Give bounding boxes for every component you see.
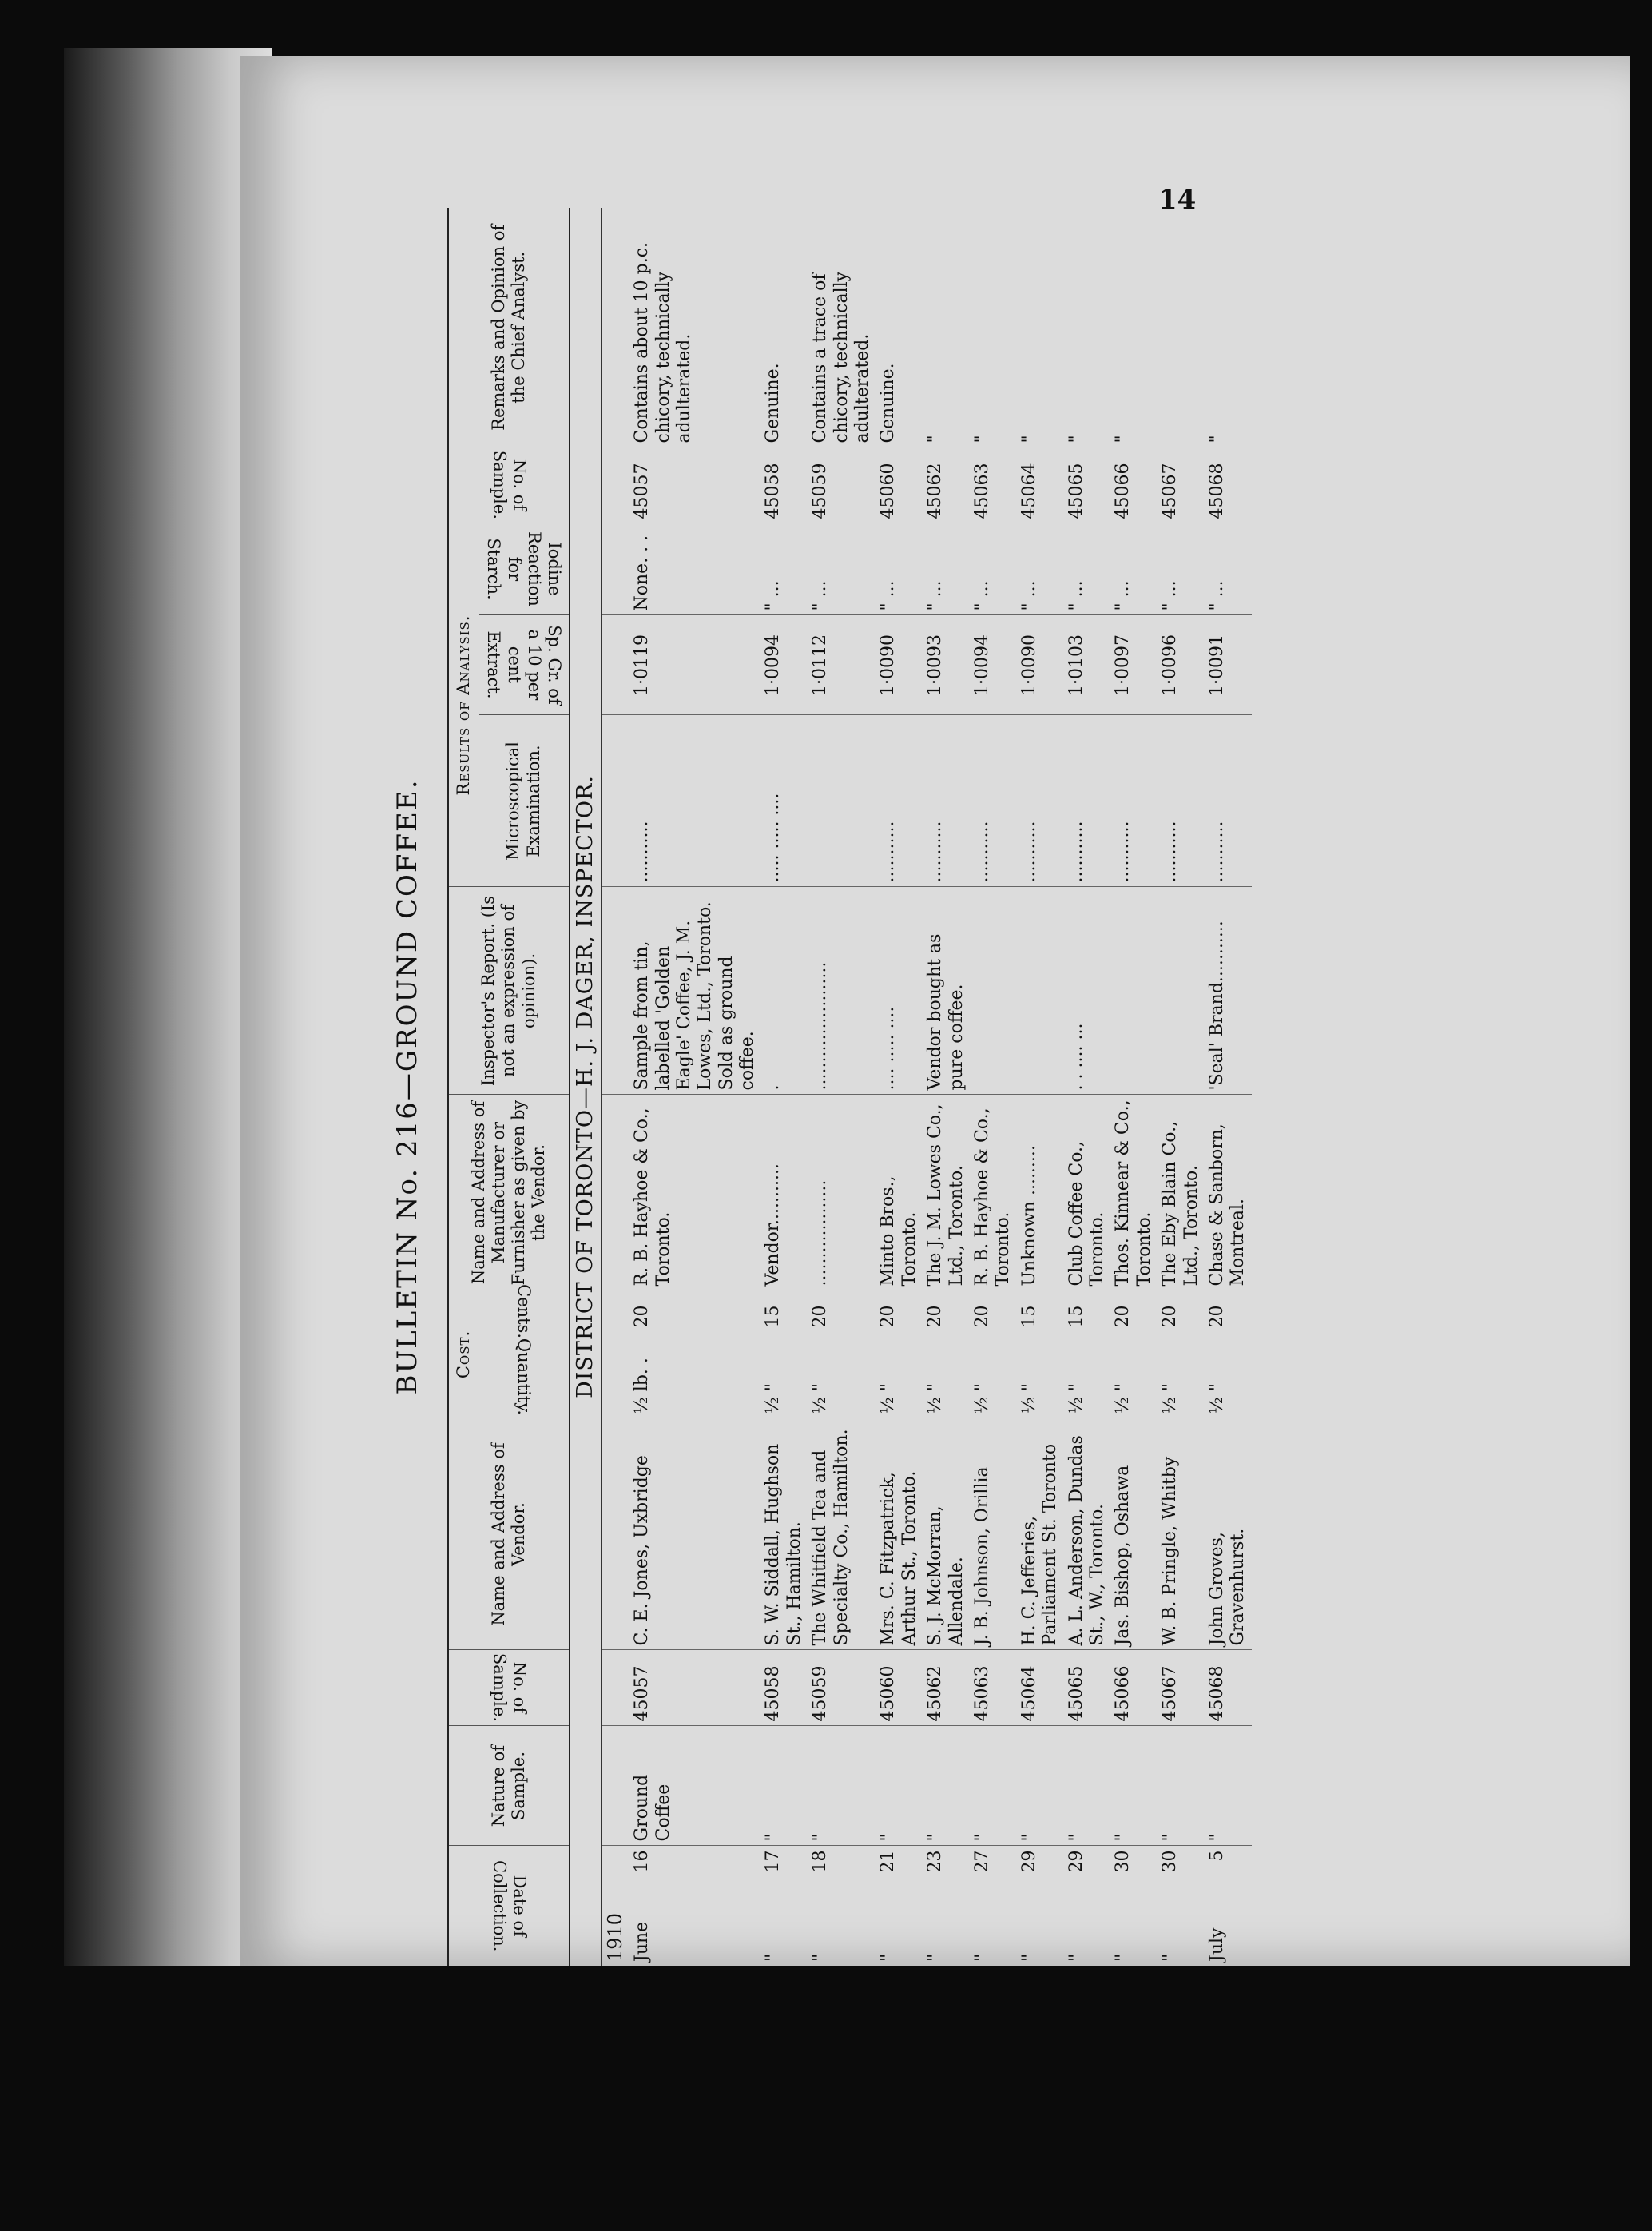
cell-remarks: Contains a trace of chicory, technically adulterated. (808, 208, 876, 447)
cell-iodine: " ... (970, 523, 1017, 615)
cell-nature: " (1017, 1726, 1064, 1846)
cell-day: 30 (1160, 1850, 1181, 1873)
table-row (629, 208, 760, 1966)
cell-day: 29 (1019, 1850, 1039, 1873)
cell-remarks: " (1110, 208, 1158, 447)
cell-remarks: Contains about 10 p.c. chicory, technically adulterated. (629, 208, 760, 447)
cell-microscopical: ........... (876, 715, 923, 887)
cell-iodine: " ... (1158, 523, 1205, 615)
cell-cents: 20 (808, 1290, 876, 1342)
cell-date (1064, 1846, 1111, 1966)
cell-date (1205, 1846, 1252, 1966)
header-sample-no-2: No. of Sample. (448, 447, 570, 523)
header-vendor: Name and Address of Vendor. (448, 1418, 570, 1650)
cell-sample-no: 45063 (970, 1650, 1017, 1726)
cell-sample-no-2: 45064 (1017, 447, 1064, 523)
cell-sp-gr: 1·0090 (1017, 615, 1064, 715)
table-row (1017, 208, 1064, 1966)
table-body (570, 208, 1252, 1966)
cell-sample-no: 45065 (1064, 1650, 1111, 1726)
cell-sample-no-2: 45058 (760, 447, 808, 523)
cell-remarks: Genuine. (876, 208, 923, 447)
table-row (1205, 208, 1252, 1966)
cell-sp-gr: 1·0091 (1205, 615, 1252, 715)
cell-quantity: ½ " (808, 1342, 876, 1418)
cell-day: 16 (632, 1850, 653, 1873)
cell-manufacturer: Club Coffee Co., Toronto. (1064, 1095, 1111, 1290)
cell-day: 30 (1113, 1850, 1134, 1873)
cell-vendor: W. B. Pringle, Whitby (1158, 1418, 1205, 1650)
cell-iodine: " ... (1205, 523, 1252, 615)
cell-quantity: ½ " (1110, 1342, 1158, 1418)
cell-vendor: S. J. McMorran, Allendale. (923, 1418, 970, 1650)
table-row (1158, 208, 1205, 1966)
cell-sample-no-2: 45060 (876, 447, 923, 523)
cell-iodine: " ... (1017, 523, 1064, 615)
cell-inspector-report: Vendor bought as pure coffee. (923, 887, 970, 1095)
cell-nature: Ground Coffee (629, 1726, 760, 1846)
cell-microscopical: ..... ..... .... (760, 715, 808, 887)
cell-microscopical: ........... (1110, 715, 1158, 887)
cell-quantity: ½ " (923, 1342, 970, 1418)
cell-quantity: ½ " (1205, 1342, 1252, 1418)
cell-quantity: ½ " (1158, 1342, 1205, 1418)
cell-vendor: S. W. Siddall, Hughson St., Hamilton. (760, 1418, 808, 1650)
cell-sample-no-2: 45067 (1158, 447, 1205, 523)
cell-nature: " (1158, 1726, 1205, 1846)
cell-iodine: " ... (923, 523, 970, 615)
header-date: Date of Collection. (489, 1860, 530, 1952)
cell-quantity: ½ " (970, 1342, 1017, 1418)
cell-date (1017, 1846, 1064, 1966)
cell-sample-no-2: 45068 (1205, 447, 1252, 523)
cell-month: " (763, 1953, 784, 1962)
page-number: 14 (1158, 184, 1197, 216)
cell-remarks (1158, 208, 1205, 447)
header-cents: Cents. (479, 1290, 570, 1342)
cell-inspector-report (1158, 887, 1205, 1095)
cell-nature: " (1205, 1726, 1252, 1846)
cell-nature: " (923, 1726, 970, 1846)
header-inspector-report: Inspector's Report. (Is not an expression of opinion). (448, 887, 570, 1095)
cell-inspector-report: . (760, 887, 808, 1095)
cell-sample-no: 45068 (1205, 1650, 1252, 1726)
cell-date (629, 1846, 760, 1966)
cell-date (1110, 1846, 1158, 1966)
cell-manufacturer: Thos. Kinnear & Co., Toronto. (1110, 1095, 1158, 1290)
cell-iodine: " ... (1110, 523, 1158, 615)
cell-remarks: " (1205, 208, 1252, 447)
table-row (1110, 208, 1158, 1966)
cell-microscopical: ........... (1017, 715, 1064, 887)
cell-iodine: " ... (808, 523, 876, 615)
cell-iodine: " ... (760, 523, 808, 615)
cell-date (808, 1846, 876, 1966)
cell-date (923, 1846, 970, 1966)
table-row (1064, 208, 1111, 1966)
cell-sample-no: 45064 (1017, 1650, 1064, 1726)
cell-manufacturer: ................... (808, 1095, 876, 1290)
cell-manufacturer: The J. M. Lowes Co., Ltd., Toronto. (923, 1095, 970, 1290)
cell-microscopical: ........... (923, 715, 970, 887)
cell-nature: " (808, 1726, 876, 1846)
cell-microscopical: ........... (629, 715, 760, 887)
cell-cents: 20 (1205, 1290, 1252, 1342)
cell-vendor: J. B. Johnson, Orillia (970, 1418, 1017, 1650)
cell-month: " (1113, 1953, 1134, 1962)
cell-iodine: None. . . (629, 523, 760, 615)
cell-cents: 20 (1158, 1290, 1205, 1342)
cell-month: June (632, 1921, 653, 1962)
table-header (448, 208, 570, 1966)
cell-sp-gr: 1·0090 (876, 615, 923, 715)
cell-manufacturer: Chase & Sanborn, Montreal. (1205, 1095, 1252, 1290)
cell-inspector-report: . . .... ... (1064, 887, 1111, 1095)
cell-microscopical: ........... (1158, 715, 1205, 887)
cell-month: " (1160, 1953, 1181, 1962)
cell-day: 29 (1066, 1850, 1086, 1873)
header-iodine: Iodine Reaction for Starch. (479, 523, 570, 615)
cell-sample-no: 45067 (1158, 1650, 1205, 1726)
cell-sp-gr: 1·0119 (629, 615, 760, 715)
cell-sample-no: 45057 (629, 1650, 760, 1726)
district-row (570, 208, 602, 1966)
cell-day: 5 (1206, 1850, 1227, 1862)
cell-iodine: " ... (1064, 523, 1111, 615)
table-row (970, 208, 1017, 1966)
table-row (923, 208, 970, 1966)
cell-month: July (1206, 1927, 1227, 1962)
cell-cents: 20 (1110, 1290, 1158, 1342)
cell-manufacturer: Vendor........... (760, 1095, 808, 1290)
table-row (876, 208, 923, 1966)
header-remarks: Remarks and Opinion of the Chief Analyst. (448, 208, 570, 447)
cell-inspector-report: 'Seal' Brand........... (1205, 887, 1252, 1095)
cell-manufacturer: Unknown ......... (1017, 1095, 1064, 1290)
cell-cents: 20 (970, 1290, 1017, 1342)
cell-manufacturer: R. B. Hayhoe & Co., Toronto. (970, 1095, 1017, 1290)
header-cost: Cost. (448, 1290, 479, 1418)
cell-sample-no: 45066 (1110, 1650, 1158, 1726)
cell-microscopical: ........... (1205, 715, 1252, 887)
district-heading: DISTRICT OF TORONTO—H. J. DAGER, INSPECTOR. (570, 208, 602, 1966)
cell-vendor: The Whitfield Tea and Specialty Co., Hamilton. (808, 1418, 876, 1650)
cell-manufacturer: The Eby Blain Co., Ltd., Toronto. (1158, 1095, 1205, 1290)
cell-sp-gr: 1·0097 (1110, 615, 1158, 715)
cell-remarks: " (970, 208, 1017, 447)
cell-cents: 20 (876, 1290, 923, 1342)
cell-remarks: " (1017, 208, 1064, 447)
cell-inspector-report (970, 887, 1017, 1095)
header-results: Results of Analysis. (448, 523, 479, 887)
cell-month: " (1019, 1953, 1039, 1962)
cell-nature: " (970, 1726, 1017, 1846)
header-manufacturer: Name and Address of Manufacturer or Furnisher as given by the Vendor. (448, 1095, 570, 1290)
cell-inspector-report: .... ..... .... (876, 887, 923, 1095)
analysis-table (447, 208, 1252, 1966)
cell-sample-no-2: 45066 (1110, 447, 1158, 523)
cell-manufacturer: Minto Bros., Toronto. (876, 1095, 923, 1290)
table-row (808, 208, 876, 1966)
cell-manufacturer: R. B. Hayhoe & Co., Toronto. (629, 1095, 760, 1290)
cell-sample-no: 45058 (760, 1650, 808, 1726)
rotated-page-content (383, 208, 1534, 1966)
cell-microscopical: ........... (970, 715, 1017, 887)
cell-day: 18 (810, 1850, 831, 1873)
cell-quantity: ½ " (1017, 1342, 1064, 1418)
cell-quantity: ½ " (760, 1342, 808, 1418)
cell-date (1158, 1846, 1205, 1966)
cell-vendor: C. E. Jones, Uxbridge (629, 1418, 760, 1650)
cell-month: " (810, 1953, 831, 1962)
header-sp-gr: Sp. Gr. of a 10 per cent Extract. (479, 615, 570, 715)
cell-cents: 15 (1017, 1290, 1064, 1342)
cell-sample-no: 45059 (808, 1650, 876, 1726)
cell-month: " (971, 1953, 992, 1962)
cell-sample-no-2: 45062 (923, 447, 970, 523)
cell-day: 21 (878, 1850, 899, 1873)
cell-nature: " (876, 1726, 923, 1846)
cell-sample-no-2: 45065 (1064, 447, 1111, 523)
cell-inspector-report (1017, 887, 1064, 1095)
cell-sp-gr: 1·0096 (1158, 615, 1205, 715)
cell-sample-no-2: 45059 (808, 447, 876, 523)
year-row (602, 208, 629, 1966)
year-label: 1910 (604, 1912, 627, 1962)
cell-nature: " (1064, 1726, 1111, 1846)
cell-date (876, 1846, 923, 1966)
cell-vendor: H. C. Jefferies, Parliament St. Toronto (1017, 1418, 1064, 1650)
cell-inspector-report (1110, 887, 1158, 1095)
cell-microscopical (808, 715, 876, 887)
cell-remarks: " (1064, 208, 1111, 447)
bulletin-title: BULLETIN No. 216—GROUND COFFEE. (391, 778, 423, 1395)
cell-sample-no-2: 45057 (629, 447, 760, 523)
cell-sp-gr: 1·0093 (923, 615, 970, 715)
cell-nature: " (760, 1726, 808, 1846)
cell-day: 27 (971, 1850, 992, 1873)
header-quantity: Quantity. (514, 1338, 534, 1415)
cell-date (760, 1846, 808, 1966)
cell-sample-no: 45060 (876, 1650, 923, 1726)
cell-month: " (925, 1953, 946, 1962)
cell-cents: 15 (760, 1290, 808, 1342)
cell-quantity: ½ " (876, 1342, 923, 1418)
cell-remarks: Genuine. (760, 208, 808, 447)
cell-sp-gr: 1·0112 (808, 615, 876, 715)
cell-sp-gr: 1·0094 (970, 615, 1017, 715)
cell-inspector-report: ....................... (808, 887, 876, 1095)
cell-vendor: John Groves, Gravenhurst. (1205, 1418, 1252, 1650)
header-nature: Nature of Sample. (448, 1726, 570, 1846)
header-microscopical: Microscopical Examination. (479, 715, 570, 887)
cell-date (970, 1846, 1017, 1966)
cell-sample-no: 45062 (923, 1650, 970, 1726)
cell-sp-gr: 1·0103 (1064, 615, 1111, 715)
cell-vendor: Mrs. C. Fitzpatrick, Arthur St., Toronto. (876, 1418, 923, 1650)
cell-cents: 15 (1064, 1290, 1111, 1342)
cell-quantity: ½ " (1064, 1342, 1111, 1418)
cell-month: " (1066, 1953, 1086, 1962)
cell-vendor: Jas. Bishop, Oshawa (1110, 1418, 1158, 1650)
cell-iodine: " ... (876, 523, 923, 615)
cell-cents: 20 (923, 1290, 970, 1342)
table-row (760, 208, 808, 1966)
cell-day: 23 (925, 1850, 946, 1873)
cell-cents: 20 (629, 1290, 760, 1342)
cell-sample-no-2: 45063 (970, 447, 1017, 523)
cell-remarks: " (923, 208, 970, 447)
cell-day: 17 (763, 1850, 784, 1873)
cell-microscopical: ........... (1064, 715, 1111, 887)
cell-vendor: A. L. Anderson, Dundas St., W., Toronto. (1064, 1418, 1111, 1650)
cell-month: " (878, 1953, 899, 1962)
header-sample-no: No. of Sample. (448, 1650, 570, 1726)
cell-sp-gr: 1·0094 (760, 615, 808, 715)
cell-inspector-report: Sample from tin, labelled 'Golden Eagle' Coffee, J. M. Lowes, Ltd., Toronto. Sold as ground coffee. (629, 887, 760, 1095)
cell-nature: " (1110, 1726, 1158, 1846)
cell-quantity: ½ lb. . (629, 1342, 760, 1418)
